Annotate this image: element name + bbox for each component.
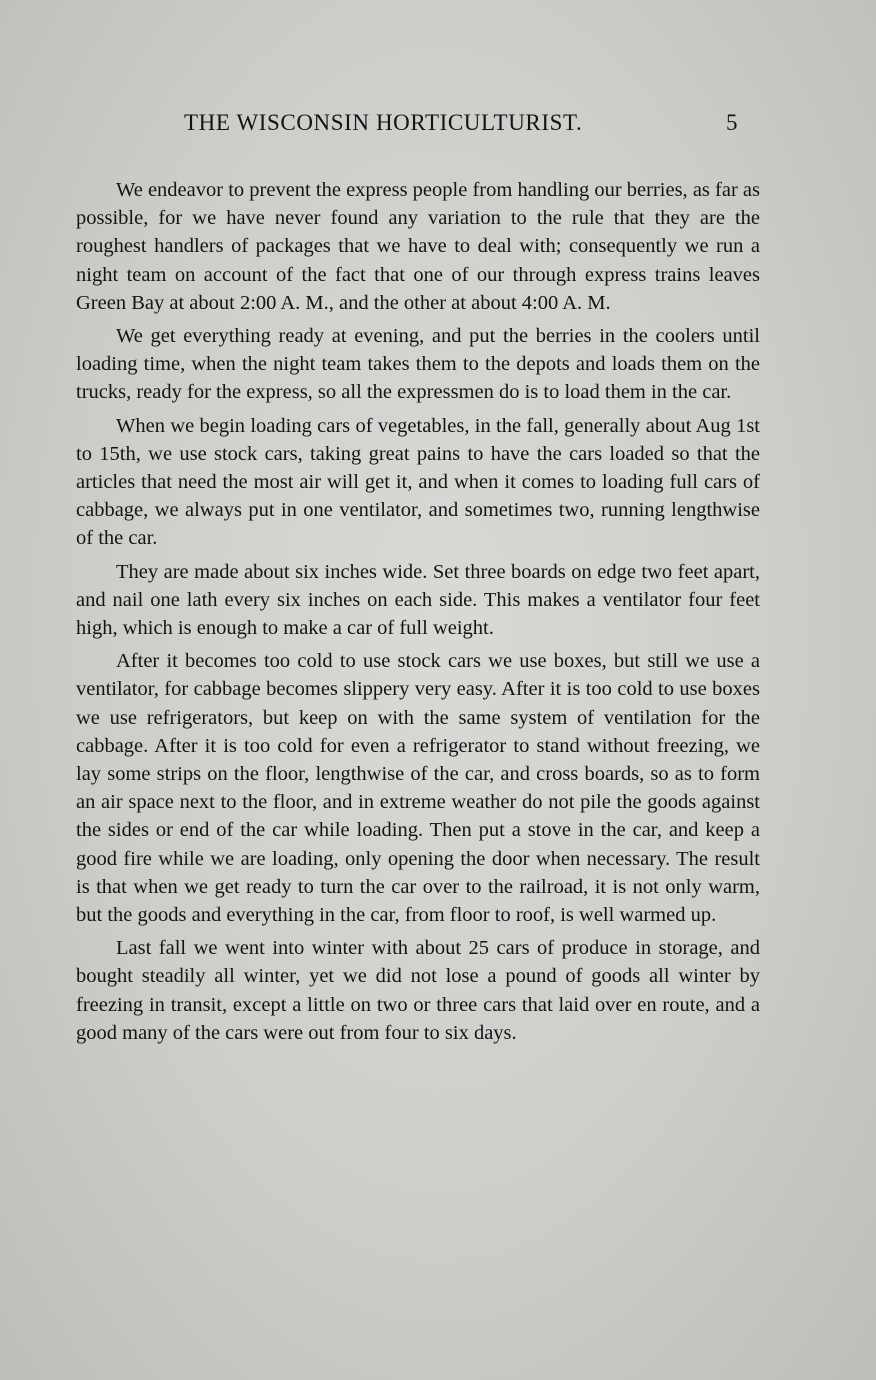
paragraph-loading-vegetables: When we begin loading cars of vegetables, in the fall, generally about Aug 1st to 15th, we use stock cars, taking great pains to have the cars loaded so that the articles that need the most air will get it, and when it comes to loading full cars of cabbage, we always put in one ventilator, and sometimes two, running lengthwise of the car. <box>76 414 760 550</box>
paragraph-express-handling: We endeavor to prevent the express people from handling our berries, as far as possible, for we have never found any variation to the rule that they are the roughest handlers of packages that we have to deal with; consequently we run a night team on account of the fact that one of our through express trains leaves Green Bay at about 2:00 A. M., and the other at about 4:00 A. M. <box>76 179 760 314</box>
paragraph-cold-weather-shipping: After it becomes too cold to use stock cars we use boxes, but still we use a ventilator, for cabbage becomes slippery very easy. After it is too cold to use boxes we use refrigerators, but keep on with the same system of ventilation for the cabbage. After it is too cold for even a refrigerator to stand without freezing, we lay some strips on the floor, lengthwise of the car, and cross boards, so as to form an air space next to the floor, and in extreme weather do not pile the goods against the sides or end of the car while loading. Then put a stove in the car, and keep a good fire while we are loading, only opening the door when necessary. The result is that when we get ready to turn the car over to the railroad, it is not only warm, but the goods and everything in the car, from floor to roof, is well warmed up. <box>76 650 760 927</box>
paragraph-evening-preparation: We get everything ready at evening, and put the berries in the coolers until loading time, when the night team takes them to the depots and loads them on the trucks, ready for the express, so all the expressmen do is to load them in the car. <box>76 325 760 404</box>
paragraph-ventilator-construction: They are made about six inches wide. Set three boards on edge two feet apart, and nail one lath every six inches on each side. This makes a ventilator four feet high, which is enough to make a car of full weight. <box>76 560 760 640</box>
journal-title: THE WISCONSIN HORTICULTURIST. <box>184 110 583 135</box>
paragraph-winter-results: Last fall we went into winter with about 25 cars of produce in storage, and bought steadily all winter, yet we did not lose a pound of goods all winter by freezing in transit, except a little on two or three cars that laid over en route, and a good many of the cars were out from four to six days. <box>76 937 760 1044</box>
running-head <box>0 108 876 144</box>
article-body <box>76 176 760 1047</box>
page-number: 5 <box>726 110 738 135</box>
